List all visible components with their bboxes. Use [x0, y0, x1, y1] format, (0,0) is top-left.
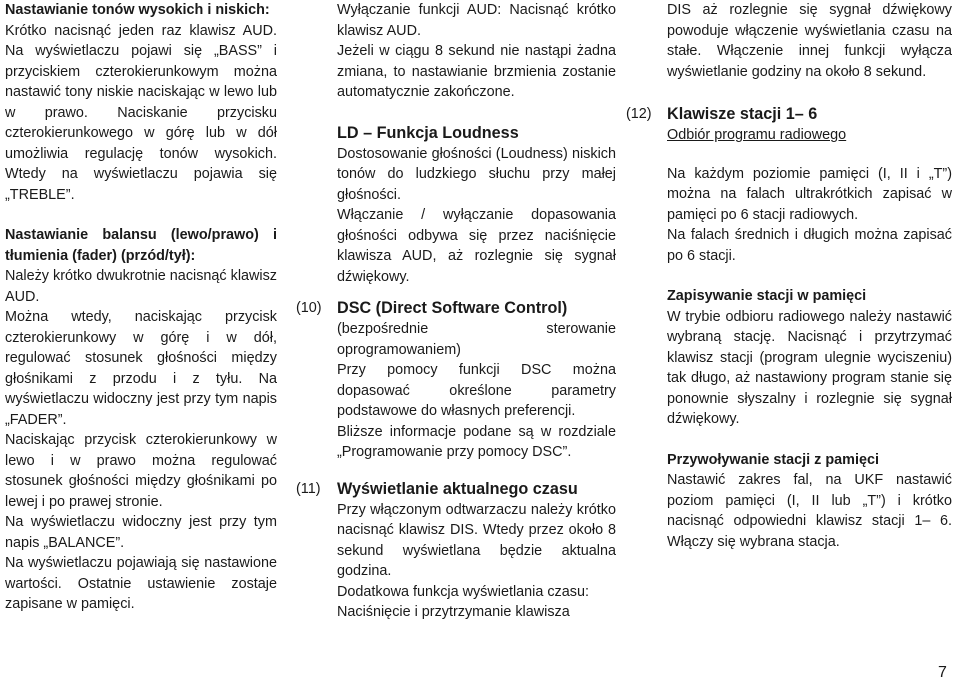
balance-p5: Na wyświetlaczu pojawiają się nastawione wartości. Ostatnie ustawienie zostaje zapisane w pamięci. [5, 555, 277, 612]
station-subheading: Odbiór programu radiowego [667, 127, 847, 143]
ld-p2: Włączanie / wyłączanie dopasowania głośności odbywa się przez naciśnięcie klawisza AUD, aż rozlegnie się sygnał dźwiękowy. [337, 207, 616, 285]
ld-p1: Dostosowanie głośności (Loudness) niskich tonów do ludzkiego słuchu przy małej głośności. [337, 145, 616, 203]
time-p3: Naciśnięcie i przytrzymanie klawisza [337, 604, 570, 620]
column-2 [296, 0, 616, 623]
station-p1: Na każdym poziomie pamięci (I, II i „T”) można na falach ultrakrótkich zapisać w pamięci po 6 stacji radiowych. [667, 165, 952, 223]
station-heading: Klawisze stacji 1– 6 [667, 105, 818, 123]
dsc-p3: Bliższe informacje podane są w rozdziale „Programowanie przy pomocy DSC”. [337, 423, 616, 460]
ld-heading: LD – Funkcja Loudness [337, 123, 519, 142]
dis-continuation: DIS aż rozlegnie się sygnał dźwiękowy powoduje włączenie wyświetlania czasu na stałe. Włączenie innej funkcji wyłącza wyświetlanie godziny na około 8 sekund. [667, 2, 952, 80]
balance-p1: Należy krótko dwukrotnie nacisnąć klawisz AUD. [5, 268, 277, 305]
aud-off-text: Wyłączanie funkcji AUD: Nacisnąć krótko klawisz AUD. [337, 2, 616, 39]
time-heading: Wyświetlanie aktualnego czasu [337, 479, 578, 498]
section-number-10: (10) [296, 300, 322, 316]
time-p1: Przy włączonym odtwarzaczu należy krótko nacisnąć klawisz DIS. Wtedy przez około 8 sekund wyświetlana będzie aktualna godzina. [337, 501, 616, 579]
aud-auto-text: Jeżeli w ciągu 8 sekund nie nastąpi żadna zmiana, to nastawianie brzmienia zostanie automatycznie zakończone. [337, 43, 616, 100]
time-p2: Dodatkowa funkcja wyświetlania czasu: [337, 583, 589, 600]
dsc-p2: Przy pomocy funkcji DSC można dopasować określone parametry podstawowe do własnych preferencji. [337, 362, 616, 419]
section-number-11: (11) [296, 480, 321, 497]
station-p2: Na falach średnich i długich można zapisać po 6 stacji. [667, 227, 952, 264]
column-1 [5, 0, 277, 615]
page-number: 7 [938, 664, 947, 681]
recall-p1: Nastawić zakres fal, na UKF nastawić poziom pamięci (I, II lub „T”) i krótko nacisnąć odpowiedni klawisz stacji 1– 6. Włączy się wybrana stacja. [667, 472, 952, 550]
treble-text: Krótko nacisnąć jeden raz klawisz AUD. Na wyświetlaczu pojawi się „BASS” i przyciskiem czterokierunkowym można nastawić tony niskie naciskając w lewo lub w prawo. Naciskanie przycisku czterokierunkowego w górę lub w dół umożliwia regulację tonów wysokich. Wtedy na wyświetlaczu pojawia się „TREBLE”. [5, 22, 277, 203]
column-3 [626, 0, 952, 552]
balance-heading: Nastawianie balansu (lewo/prawo) i tłumienia (fader) (przód/tył): [5, 227, 277, 264]
save-heading: Zapisywanie stacji w pamięci [667, 288, 867, 304]
dsc-p1: (bezpośrednie sterowanie oprogramowaniem) [337, 321, 616, 358]
balance-p3: Naciskając przycisk czterokierunkowy w lewo i w prawo można regulować stosunek głośności między głośnikami po lewej i po prawej stronie. [5, 432, 277, 510]
dsc-heading: DSC (Direct Software Control) [337, 299, 568, 317]
balance-p4: Na wyświetlaczu widoczny jest przy tym napis „BALANCE”. [5, 514, 277, 551]
balance-p2: Można wtedy, naciskając przycisk czterokierunkowy w górę i w dół, regulować stosunek głośności między głośnikami z przodu i z tyłu. Na wyświetlaczu widoczny jest przy tym napis „FADER”. [5, 309, 277, 428]
save-p1: W trybie odbioru radiowego należy nastawić wybraną stację. Nacisnąć i przytrzymać klawisz stacji (program ulegnie wyciszeniu) tak długo, aż nastawiony program stanie się ponownie słyszalny i rozlegnie się sygnał dźwiękowy. [667, 308, 952, 427]
treble-heading: Nastawianie tonów wysokich i niskich: [5, 2, 270, 18]
section-number-12: (12) [626, 106, 652, 122]
recall-heading: Przywoływanie stacji z pamięci [667, 451, 879, 468]
